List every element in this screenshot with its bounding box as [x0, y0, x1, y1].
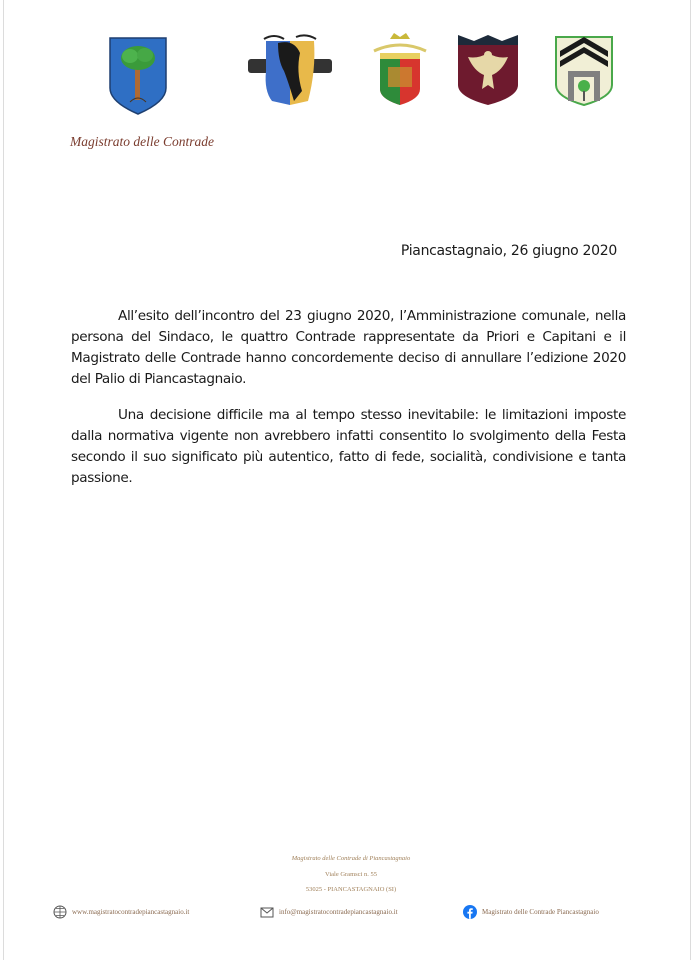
footer-city: 53025 - PIANCASTAGNAIO (SI) — [305, 886, 397, 893]
place-date: Piancastagnaio, 26 giugno 2020 — [400, 243, 617, 259]
contrada-crest-gate-icon — [548, 31, 620, 107]
email-link[interactable] — [260, 905, 398, 919]
facebook-text[interactable]: Magistrato delle Contrade Piancastagnaio — [482, 908, 599, 916]
main-crest-icon — [108, 36, 168, 116]
paragraph-2 — [71, 405, 626, 489]
facebook-link[interactable] — [463, 905, 599, 919]
organization-name: Magistrato delle Contrade — [70, 134, 214, 149]
globe-icon — [53, 905, 67, 919]
footer-street: Viale Gramsci n. 55 — [325, 871, 377, 878]
envelope-icon — [260, 905, 274, 919]
website-text[interactable]: www.magistratocontradepiancastagnaio.it — [72, 908, 190, 916]
contrada-crest-eagle-icon — [454, 31, 522, 107]
email-text[interactable]: info@magistratocontradepiancastagnaio.it — [279, 908, 398, 916]
paragraph-2-text: Una decisione difficile ma al tempo stesso inevitabile: le limitazioni imposte dalla normativa vigente non avrebbero infatti consentito lo svolgimento della Festa secondo il suo significato più autentico, fatto di fede, socialità, condivisione e tanta passione. — [71, 407, 626, 486]
paragraph-1 — [71, 306, 626, 390]
website-link[interactable] — [53, 905, 189, 919]
footer-org-name: Magistrato delle Contrade di Piancastagnaio — [291, 855, 411, 862]
facebook-icon — [463, 905, 477, 919]
contrada-crest-horse-icon — [244, 31, 336, 107]
letter-page — [3, 0, 691, 960]
contrada-crest-crown-icon — [366, 31, 434, 107]
paragraph-1-text: All’esito dell’incontro del 23 giugno 2020, l’Amministrazione comunale, nella persona del Sindaco, le quattro Contrade rappresentate da Priori e Capitani e il Magistrato delle Contrade hanno concordemente deciso di annullare l’edizione 2020 del Palio di Piancastagnaio. — [71, 308, 626, 387]
